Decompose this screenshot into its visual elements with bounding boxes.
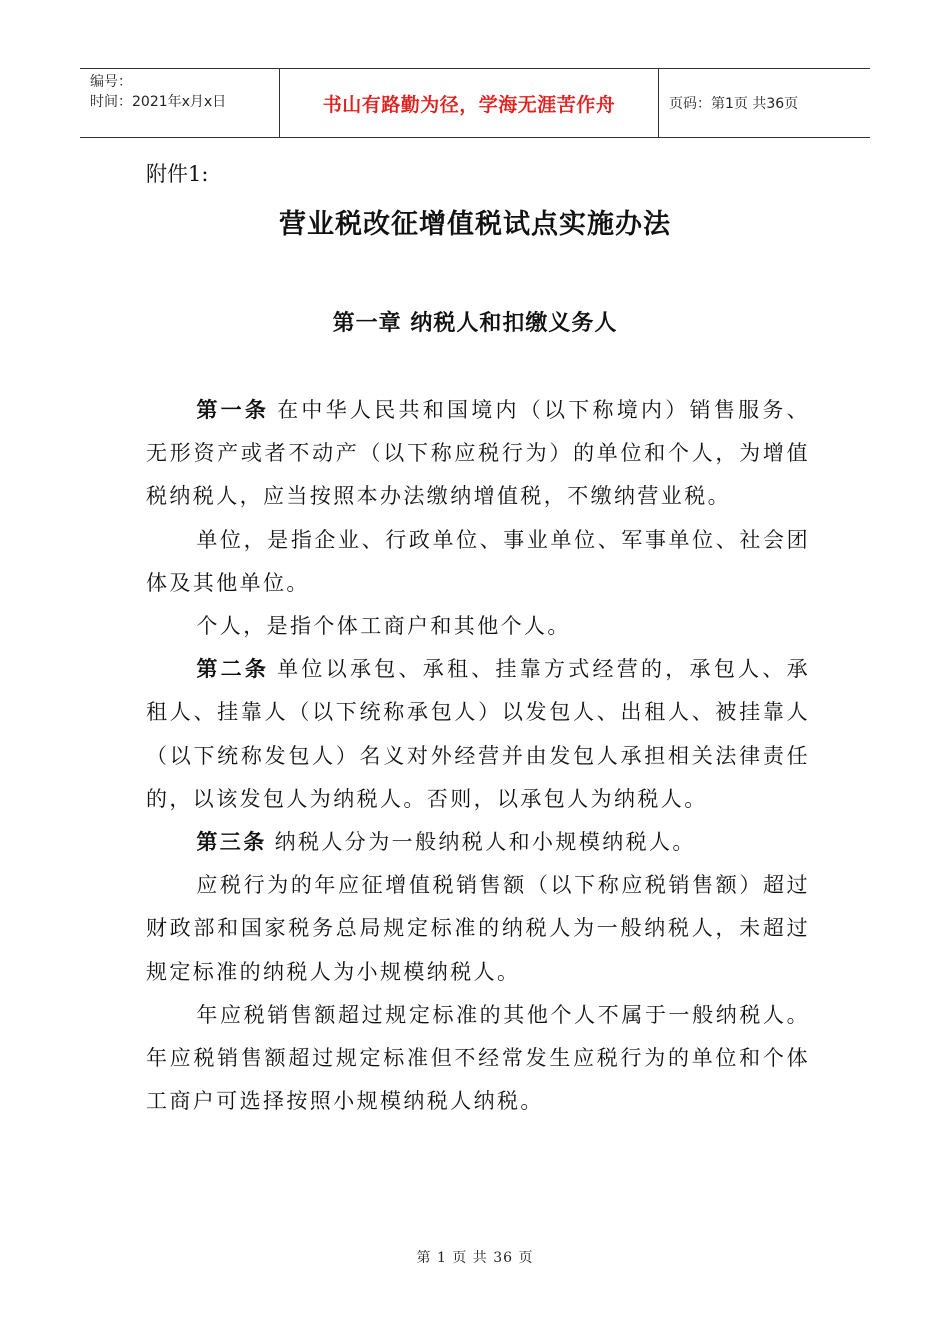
time-label: 时间：2021年x月x日 bbox=[90, 94, 227, 110]
paragraph bbox=[146, 994, 810, 1124]
chapter-title: 第一章 纳税人和扣缴义务人 bbox=[332, 311, 618, 336]
paragraph bbox=[146, 648, 810, 821]
header-page-info: 页码：第1页 共36页 bbox=[669, 96, 799, 112]
document-title: 营业税改征增值税试点实施办法 bbox=[279, 209, 671, 240]
paragraph-text: 纳税人分为一般纳税人和小规模纳税人。 bbox=[274, 830, 696, 855]
page-header bbox=[80, 68, 870, 138]
paragraph bbox=[146, 519, 810, 605]
paragraph bbox=[146, 821, 810, 864]
paragraph-text: 个人，是指个体工商户和其他个人。 bbox=[196, 614, 571, 639]
attachment-label: 附件1: bbox=[146, 162, 209, 186]
paragraph bbox=[146, 389, 810, 519]
article-number: 第一条 bbox=[196, 398, 270, 422]
article-number: 第二条 bbox=[196, 657, 270, 682]
paragraph-text: 单位以承包、承租、挂靠方式经营的，承包人、承租人、挂靠人（以下统称承包人）以发包人、出租人、被挂靠人（以下统称发包人）名义对外经营并由发包人承担相关法律责任的，以该发包人为纳税人。否则，以承包人为纳税人。 bbox=[146, 657, 810, 811]
header-meta bbox=[80, 69, 280, 137]
paragraph-text: 在中华人民共和国境内（以下称境内）销售服务、无形资产或者不动产（以下称应税行为）的单位和个人，为增值税纳税人，应当按照本办法缴纳增值税，不缴纳营业税。 bbox=[146, 398, 810, 509]
paragraph bbox=[146, 864, 810, 994]
document-body bbox=[146, 389, 810, 1123]
paragraph bbox=[146, 605, 810, 648]
paragraph-text: 应税行为的年应征增值税销售额（以下称应税销售额）超过财政部和国家税务总局规定标准的纳税人为一般纳税人，未超过规定标准的纳税人为小规模纳税人。 bbox=[146, 873, 810, 984]
paragraph-text: 年应税销售额超过规定标准的其他个人不属于一般纳税人。年应税销售额超过规定标准但不经常发生应税行为的单位和个体工商户可选择按照小规模纳税人纳税。 bbox=[146, 1002, 810, 1114]
article-number: 第三条 bbox=[196, 830, 267, 855]
serial-label: 编号： bbox=[90, 74, 132, 90]
header-motto: 书山有路勤为径，学海无涯苦作舟 bbox=[280, 69, 659, 137]
page-footer: 第 1 页 共 36 页 bbox=[416, 1250, 534, 1266]
paragraph-text: 单位，是指企业、行政单位、事业单位、军事单位、社会团体及其他单位。 bbox=[146, 527, 810, 595]
